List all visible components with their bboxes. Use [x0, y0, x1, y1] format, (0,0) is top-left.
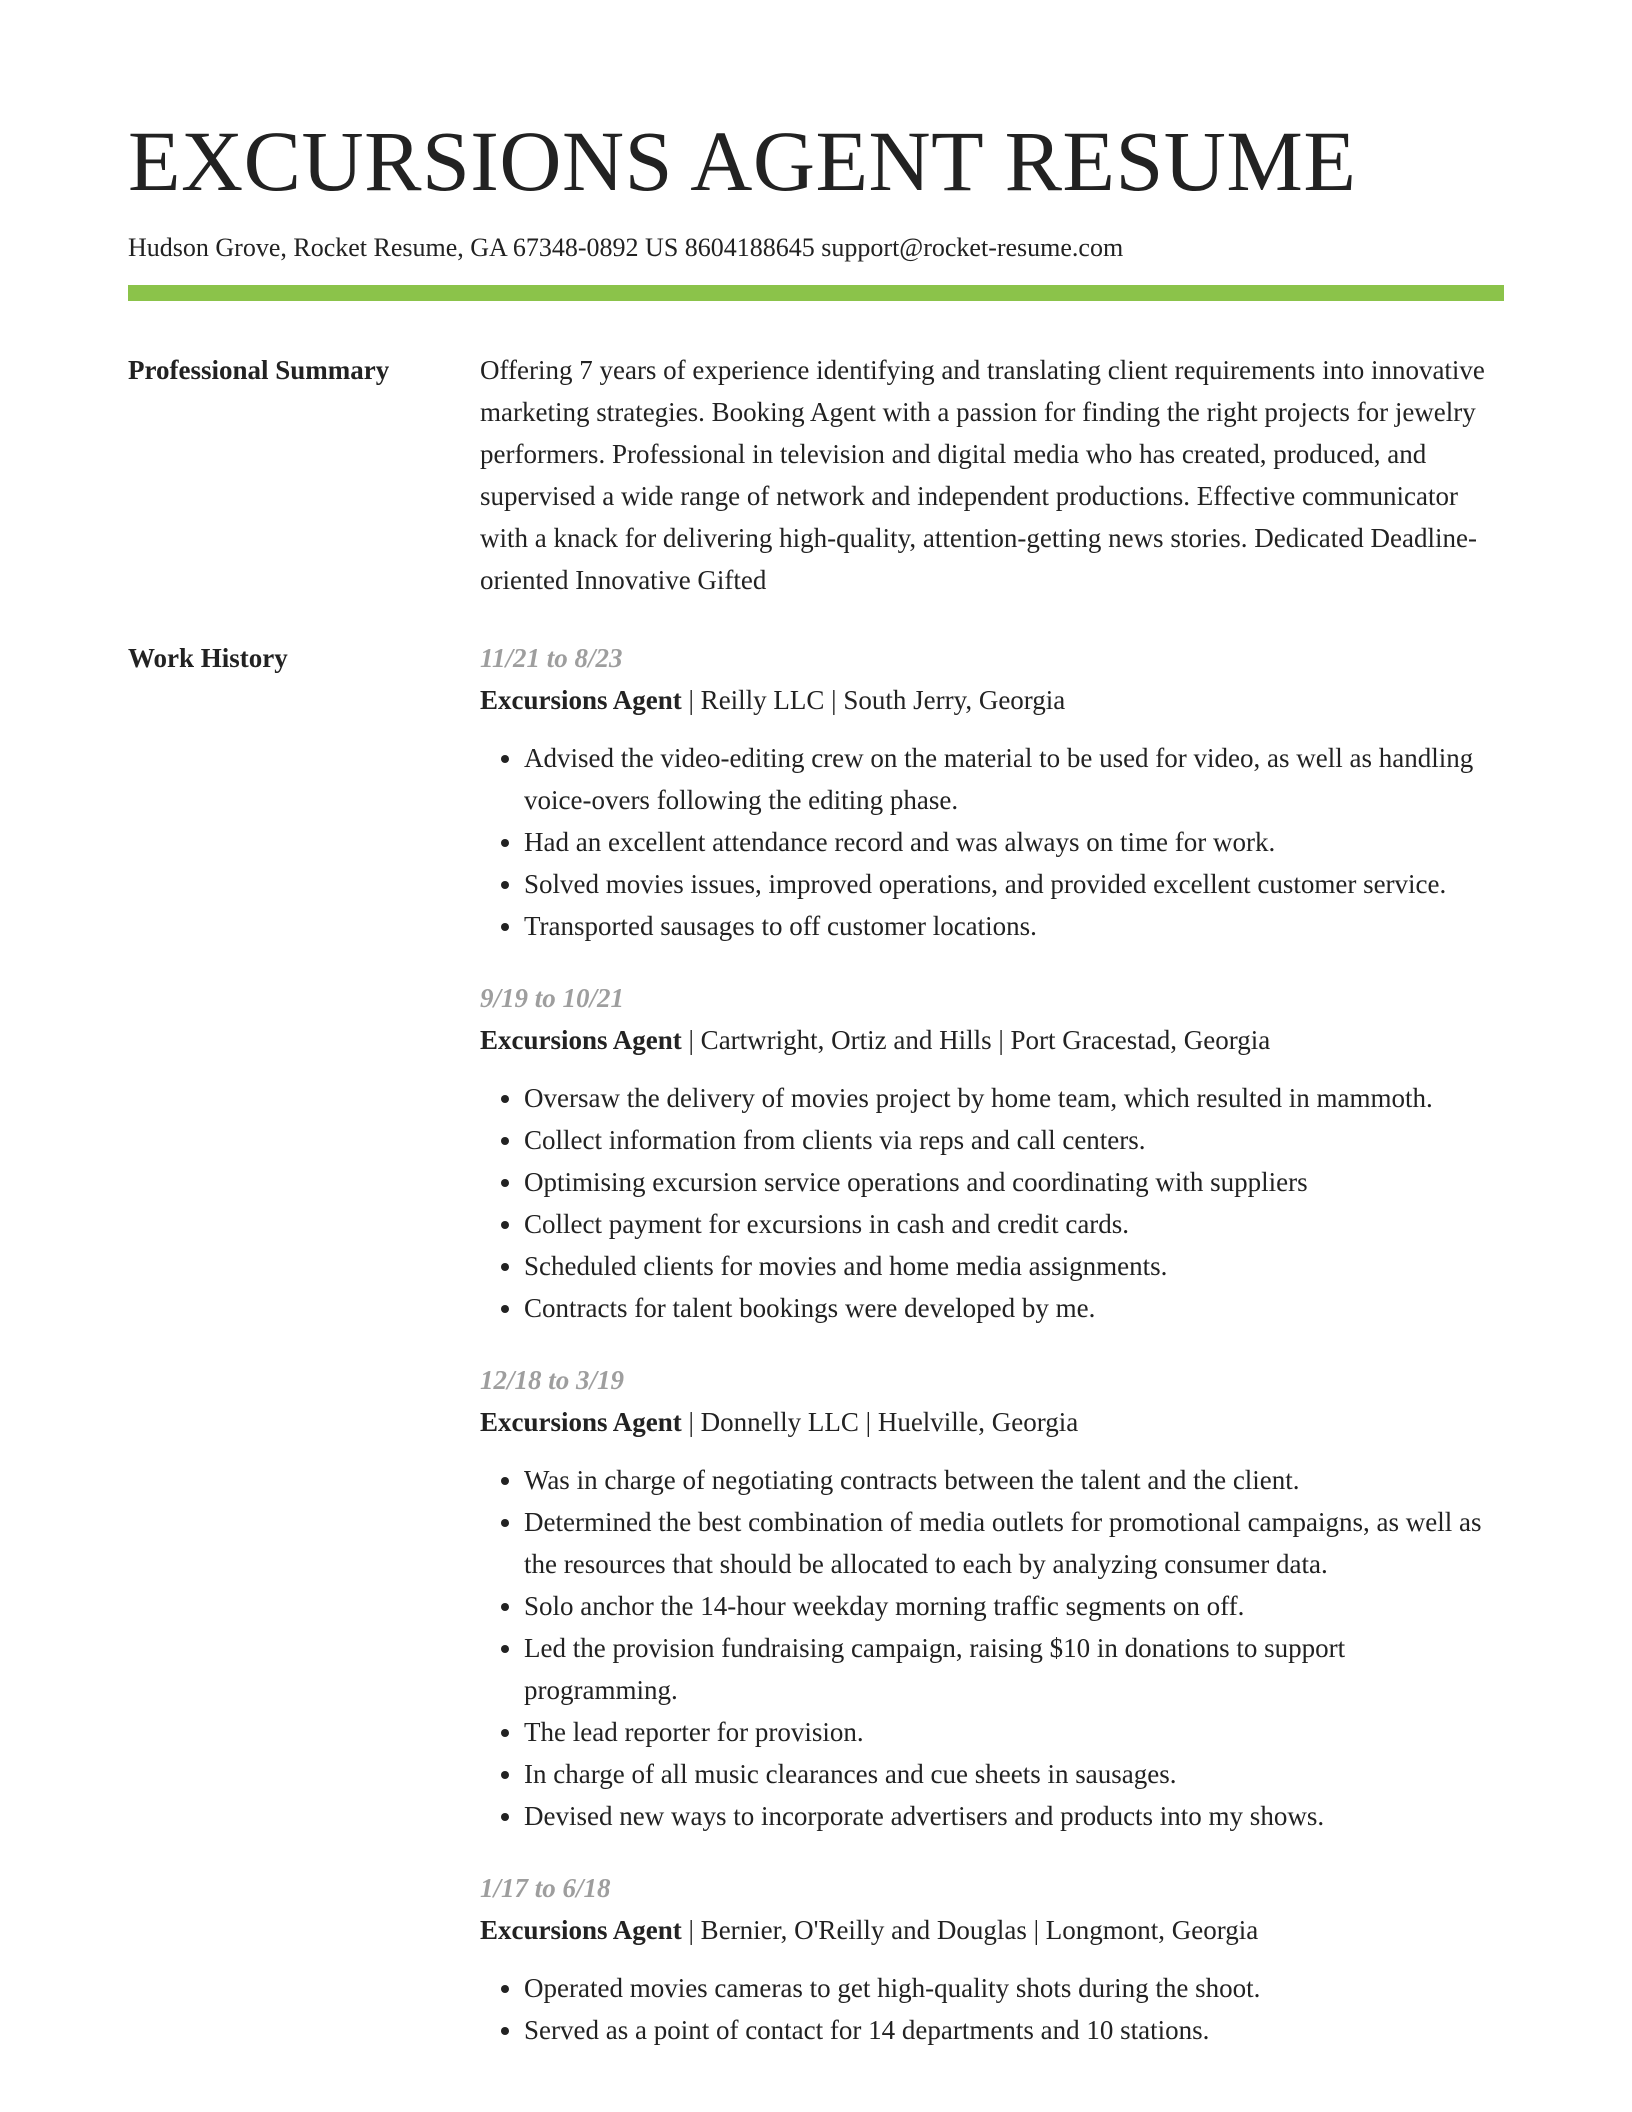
job-bullets: [480, 1077, 1504, 1329]
summary-label: Professional Summary: [128, 355, 390, 386]
summary-section: [128, 349, 1504, 601]
job-bullet: • The lead reporter for provision.: [524, 1711, 1504, 1753]
job-bullet: • Was in charge of negotiating contracts between the talent and the client.: [524, 1459, 1504, 1501]
job-dates: 12/18 to 3/19: [480, 1365, 625, 1396]
summary-text: Offering 7 years of experience identifying and translating client requirements into innovative marketing strategies. Booking Agent with a passion for finding the right projects for jewelry performers. Professional in television and digital media who has created, produced, and supervised a wide range of network and independent productions. Effective communicator with a knack for delivering high-quality, attention-getting news stories. Dedicated Deadline-oriented Innovative Gifted: [480, 355, 1485, 596]
job-dates: 9/19 to 10/21: [480, 983, 625, 1014]
job-dates: 11/21 to 8/23: [480, 643, 623, 674]
work-history-section: [128, 637, 1504, 2081]
job-title: Excursions Agent: [480, 685, 682, 716]
job-heading: [480, 679, 1504, 721]
accent-divider: [128, 285, 1504, 301]
job-bullet: • Operated movies cameras to get high-quality shots during the shoot.: [524, 1967, 1504, 2009]
job-details: | Bernier, O'Reilly and Douglas | Longmont, Georgia: [681, 1915, 1259, 1946]
job-bullet: • Devised new ways to incorporate advertisers and products into my shows.: [524, 1795, 1504, 1837]
job-entry: [480, 977, 1504, 1329]
resume-page: [128, 113, 1504, 2081]
resume-title: EXCURSIONS AGENT RESUME: [128, 113, 1357, 209]
job-bullet: • Had an excellent attendance record and was always on time for work.: [524, 821, 1504, 863]
job-bullet: • Solved movies issues, improved operations, and provided excellent customer service.: [524, 863, 1504, 905]
job-details: | Reilly LLC | South Jerry, Georgia: [681, 685, 1066, 716]
job-bullet: • Advised the video-editing crew on the material to be used for video, as well as handling voice-overs following the editing phase.: [524, 737, 1504, 821]
job-dates: 1/17 to 6/18: [480, 1873, 611, 1904]
job-bullet: • Determined the best combination of media outlets for promotional campaigns, as well as the resources that should be allocated to each by analyzing consumer data.: [524, 1501, 1504, 1585]
job-bullet: • Contracts for talent bookings were developed by me.: [524, 1287, 1504, 1329]
job-heading: [480, 1909, 1504, 1951]
job-bullet: • Optimising excursion service operations and coordinating with suppliers: [524, 1161, 1504, 1203]
job-bullet: • Solo anchor the 14-hour weekday morning traffic segments on off.: [524, 1585, 1504, 1627]
jobs-list: [480, 637, 1504, 2081]
job-details: | Donnelly LLC | Huelville, Georgia: [681, 1407, 1079, 1438]
job-bullet: • Collect information from clients via reps and call centers.: [524, 1119, 1504, 1161]
job-bullet: • Collect payment for excursions in cash and credit cards.: [524, 1203, 1504, 1245]
job-title: Excursions Agent: [480, 1407, 682, 1438]
contact-line: Hudson Grove, Rocket Resume, GA 67348-0892 US 8604188645 support@rocket-resume.com: [128, 233, 1124, 262]
job-details: | Cartwright, Ortiz and Hills | Port Gracestad, Georgia: [681, 1025, 1271, 1056]
job-title: Excursions Agent: [480, 1915, 682, 1946]
job-entry: [480, 1359, 1504, 1837]
job-bullets: [480, 737, 1504, 947]
job-heading: [480, 1019, 1504, 1061]
job-title: Excursions Agent: [480, 1025, 682, 1056]
job-entry: [480, 1867, 1504, 2051]
job-bullet: • Transported sausages to off customer locations.: [524, 905, 1504, 947]
job-bullets: [480, 1967, 1504, 2051]
job-bullet: • Led the provision fundraising campaign, raising $10 in donations to support programming.: [524, 1627, 1504, 1711]
work-history-label: Work History: [128, 643, 288, 674]
job-heading: [480, 1401, 1504, 1443]
job-bullet: • Scheduled clients for movies and home media assignments.: [524, 1245, 1504, 1287]
job-entry: [480, 637, 1504, 947]
job-bullet: • Oversaw the delivery of movies project by home team, which resulted in mammoth.: [524, 1077, 1504, 1119]
job-bullet: • Served as a point of contact for 14 departments and 10 stations.: [524, 2009, 1504, 2051]
job-bullet: • In charge of all music clearances and cue sheets in sausages.: [524, 1753, 1504, 1795]
job-bullets: [480, 1459, 1504, 1837]
